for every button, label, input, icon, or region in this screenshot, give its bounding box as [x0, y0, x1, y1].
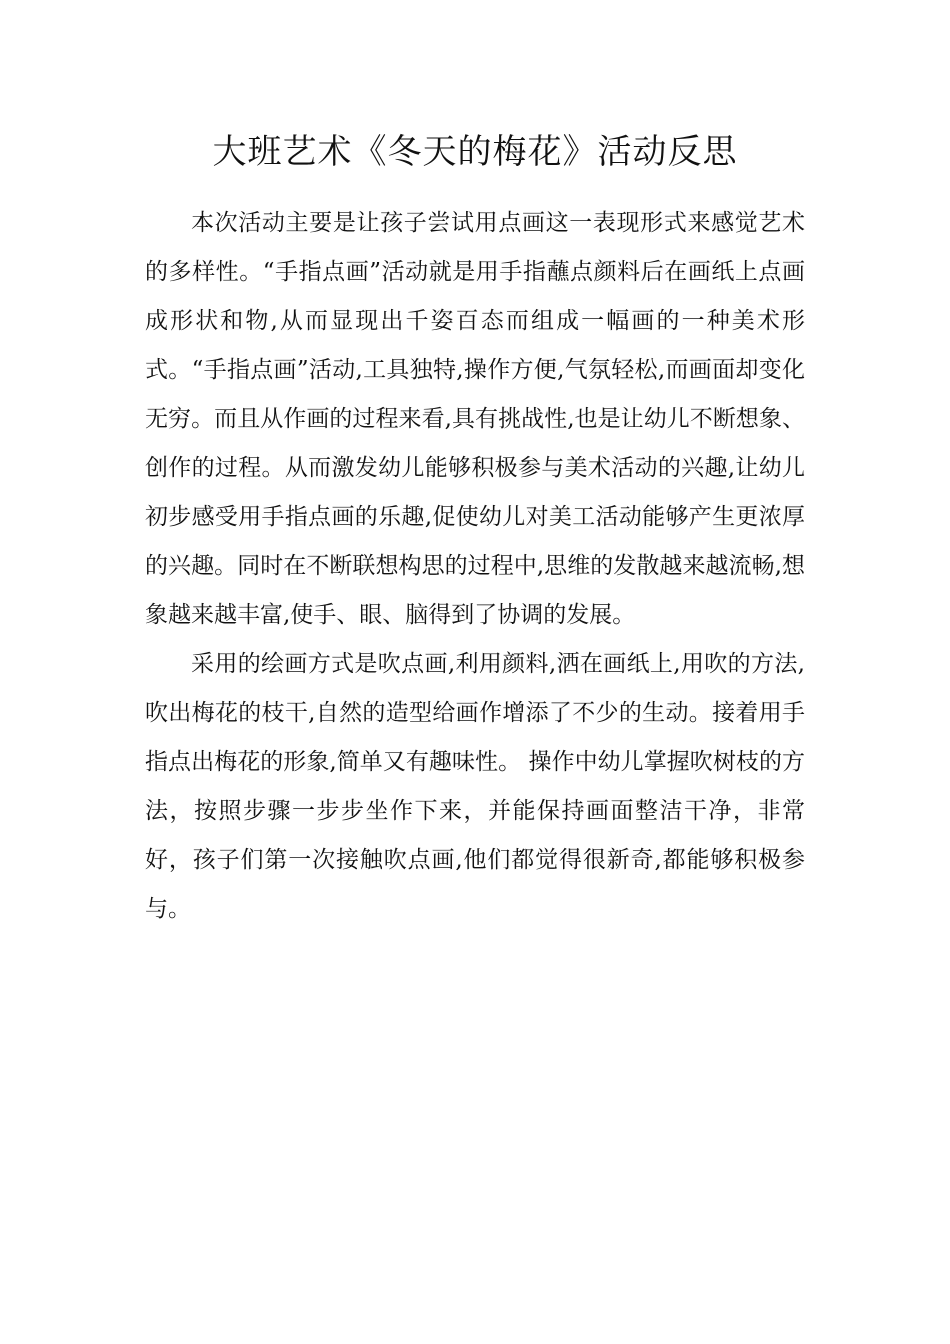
document-title: 大班艺术《冬天的梅花》活动反思 — [212, 132, 738, 172]
paragraph-2: 采用的绘画方式是吹点画,利用颜料,洒在画纸上,用吹的方法,吹出梅花的枝干,自然的造型给画作增添了不少的生动。接着用手指点出梅花的形象,简单又有趣味性。 操作中幼儿掌握吹树枝的方法，按照步骤一步步坐作下来，并能保持画面整洁干净，非常好，孩子们第一次接触吹点画,他们都觉得很新奇,都能够积极参与。 — [145, 651, 805, 922]
document-body — [145, 199, 805, 934]
paragraph-1: 本次活动主要是让孩子尝试用点画这一表现形式来感觉艺术的多样性。“手指点画”活动就是用手指蘸点颜料后在画纸上点画成形状和物,从而显现出千姿百态而组成一幅画的一种美术形式。“手指点画”活动,工具独特,操作方便,气氛轻松,而画面却变化无穷。而且从作画的过程来看,具有挑战性,也是让幼儿不断想象、创作的过程。从而激发幼儿能够积极参与美术活动的兴趣,让幼儿初步感受用手指点画的乐趣,促使幼儿对美工活动能够产生更浓厚的兴趣。同时在不断联想构思的过程中,思维的发散越来越流畅,想象越来越丰富,使手、眼、脑得到了协调的发展。 — [145, 210, 805, 628]
